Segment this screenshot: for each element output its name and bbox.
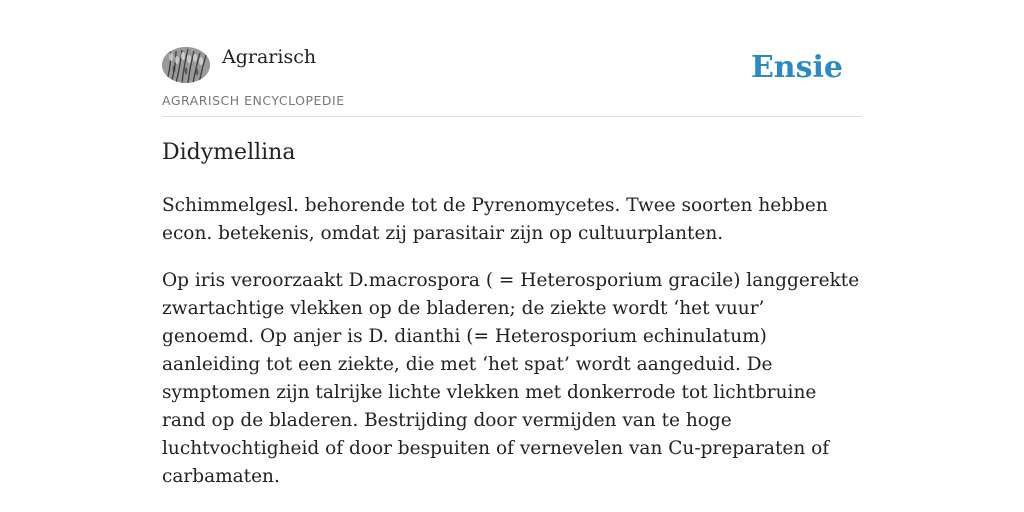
source-name[interactable]: Agrarisch (222, 46, 317, 68)
article-body (162, 192, 862, 510)
article-paragraph: Schimmelgesl. behorende tot de Pyrenomycetes. Twee soorten hebben econ. betekenis, omdat zij parasitair zijn op cultuurplanten. (162, 195, 828, 244)
source-subtitle: AGRARISCH ENCYCLOPEDIE (162, 93, 345, 108)
header (162, 0, 862, 117)
article-title: Didymellina (162, 140, 296, 165)
article-paragraph: Op iris veroorzaakt D.macrospora ( = Heterosporium gracile) langgerekte zwartachtige vlekken op de bladeren; de ziekte wordt ‘het vuur’ genoemd. Op anjer is D. dianthi (= Heterosporium echinulatum) aanleiding tot een ziekte, die met ‘het spat’ wordt aangeduid. De symptomen zijn talrijke lichte vlekken met donkerrode tot lichtbruine rand op de bladeren. Bestrijding door vermijden van te hoge luchtvochtigheid of door bespuiten of vernevelen van Cu-preparaten of carbamaten. (162, 270, 860, 487)
wheat-icon[interactable] (162, 47, 210, 83)
page-container (162, 0, 862, 487)
brand-logo[interactable]: Ensie (750, 50, 843, 85)
